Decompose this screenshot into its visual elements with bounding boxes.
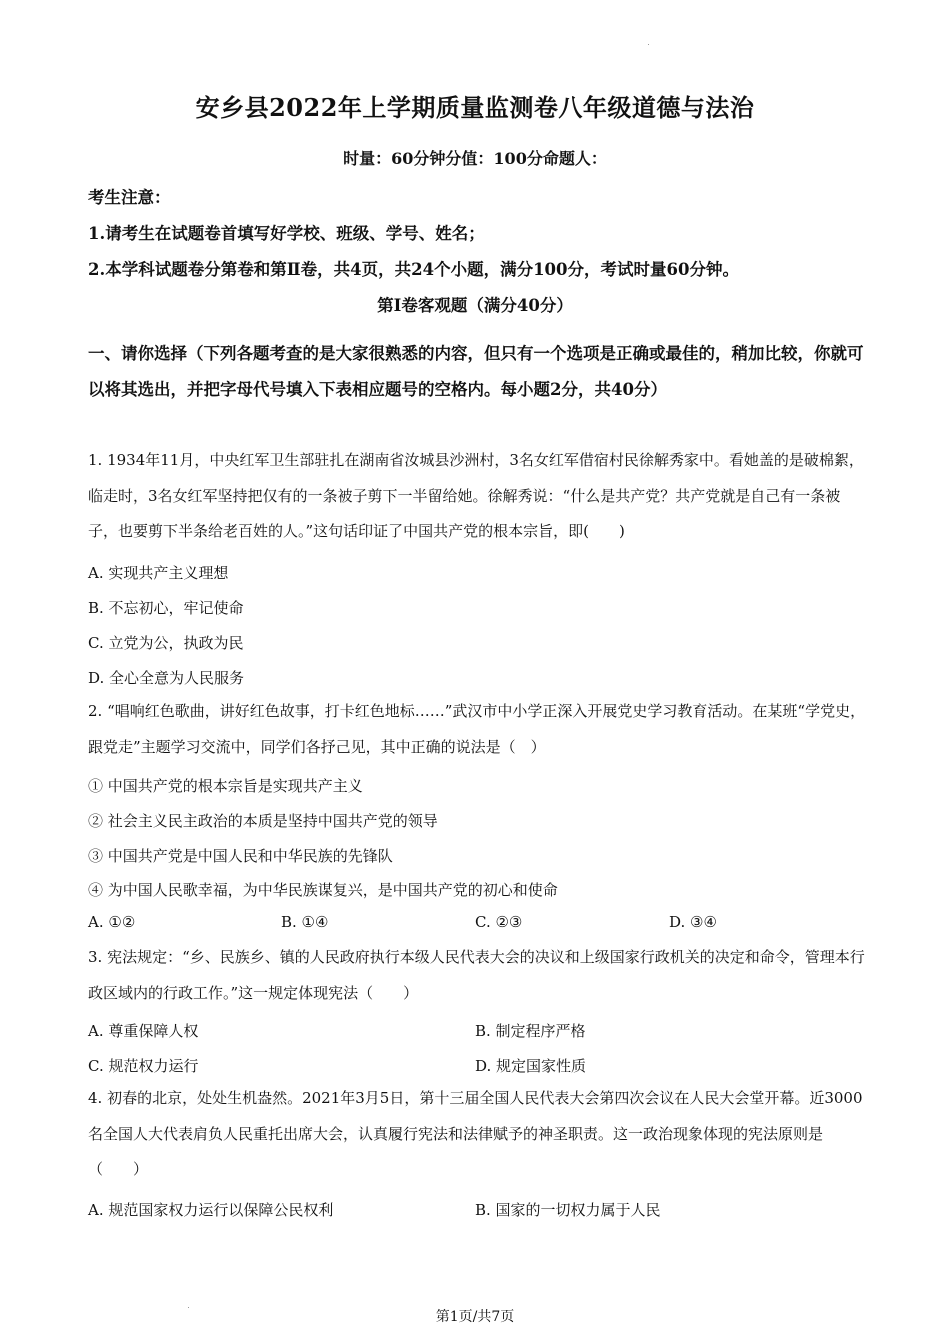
q2-option-c: C. ②③: [475, 913, 523, 931]
question-2-stem: 2. “唱响红色歌曲，讲好红色故事，打卡红色地标……”武汉市中小学正深入开展党史学习教育活动。在某班“学党史，跟党走”主题学习交流中，同学们各抒己见，其中正确的说法是（ ）: [88, 702, 866, 756]
notice-item-1: 1.请考生在试题卷首填写好学校、班级、学号、姓名；: [88, 224, 485, 243]
q3-option-b: B. 制定程序严格: [475, 1022, 586, 1040]
q2-statement-1: ① 中国共产党的根本宗旨是实现共产主义: [88, 777, 363, 795]
exam-title: 安乡县2022年上学期质量监测卷八年级道德与法治: [195, 93, 755, 122]
q1-option-d: D. 全心全意为人民服务: [88, 669, 245, 687]
question-4-stem: 4. 初春的北京，处处生机盎然。2021年3月5日，第十三届全国人民代表大会第四次会议在人民大会堂开幕。近3000名全国人大代表肩负人民重托出席大会，认真履行宪法和法律赋予的神圣职责。这一政治现象体现的宪法原则是（ ）: [88, 1089, 863, 1178]
notice-item-2: 2.本学科试题卷分第卷和第Ⅱ卷，共4页，共24个小题，满分100分，考试时量60分钟。: [88, 260, 739, 279]
q4-option-b: B. 国家的一切权力属于人民: [475, 1201, 661, 1219]
part1-title: 第Ⅰ卷客观题（满分40分）: [377, 296, 573, 315]
q3-option-d: D. 规定国家性质: [475, 1057, 587, 1075]
q1-option-a: A. 实现共产主义理想: [88, 564, 229, 582]
q4-option-a: A. 规范国家权力运行以保障公民权利: [88, 1201, 334, 1219]
q3-option-c: C. 规范权力运行: [88, 1057, 199, 1075]
question-1-stem: 1. 1934年11月，中央红军卫生部驻扎在湖南省汝城县沙洲村，3名女红军借宿村民徐解秀家中。看她盖的是破棉絮，临走时，3名女红军坚持把仅有的一条被子剪下一半留给她。徐解秀说：“什么是共产党？共产党就是自己有一条被子，也要剪下半条给老百姓的人。”这句话印证了中国共产党的根本宗旨，即( ): [88, 451, 864, 540]
q3-option-a: A. 尊重保障人权: [88, 1022, 199, 1040]
section-1-instructions: 一、请你选择（下列各题考查的是大家很熟悉的内容，但只有一个选项是正确或最佳的，稍加比较，你就可以将其选出，并把字母代号填入下表相应题号的空格内。每小题2分，共40分）: [88, 344, 864, 399]
q2-statement-3: ③ 中国共产党是中国人民和中华民族的先锋队: [88, 847, 393, 865]
q2-option-b: B. ①④: [281, 913, 329, 931]
q2-option-a: A. ①②: [88, 913, 136, 931]
q2-option-d: D. ③④: [669, 913, 717, 931]
question-3-stem: 3. 宪法规定：“乡、民族乡、镇的人民政府执行本级人民代表大会的决议和上级国家行政机关的决定和命令，管理本行政区域内的行政工作。”这一规定体现宪法（ ）: [88, 948, 865, 1002]
q2-statement-4: ④ 为中国人民歌幸福，为中华民族谋复兴，是中国共产党的初心和使命: [88, 881, 558, 899]
scan-dot: [648, 44, 649, 45]
q1-option-c: C. 立党为公，执政为民: [88, 634, 244, 652]
notice-heading: 考生注意：: [88, 188, 171, 207]
q2-statement-2: ② 社会主义民主政治的本质是坚持中国共产党的领导: [88, 812, 438, 830]
exam-subtitle: 时量：60分钟分值：100分命题人：: [343, 149, 607, 168]
q1-option-b: B. 不忘初心，牢记使命: [88, 599, 244, 617]
page-number: 第1页/共7页: [435, 1309, 515, 1325]
